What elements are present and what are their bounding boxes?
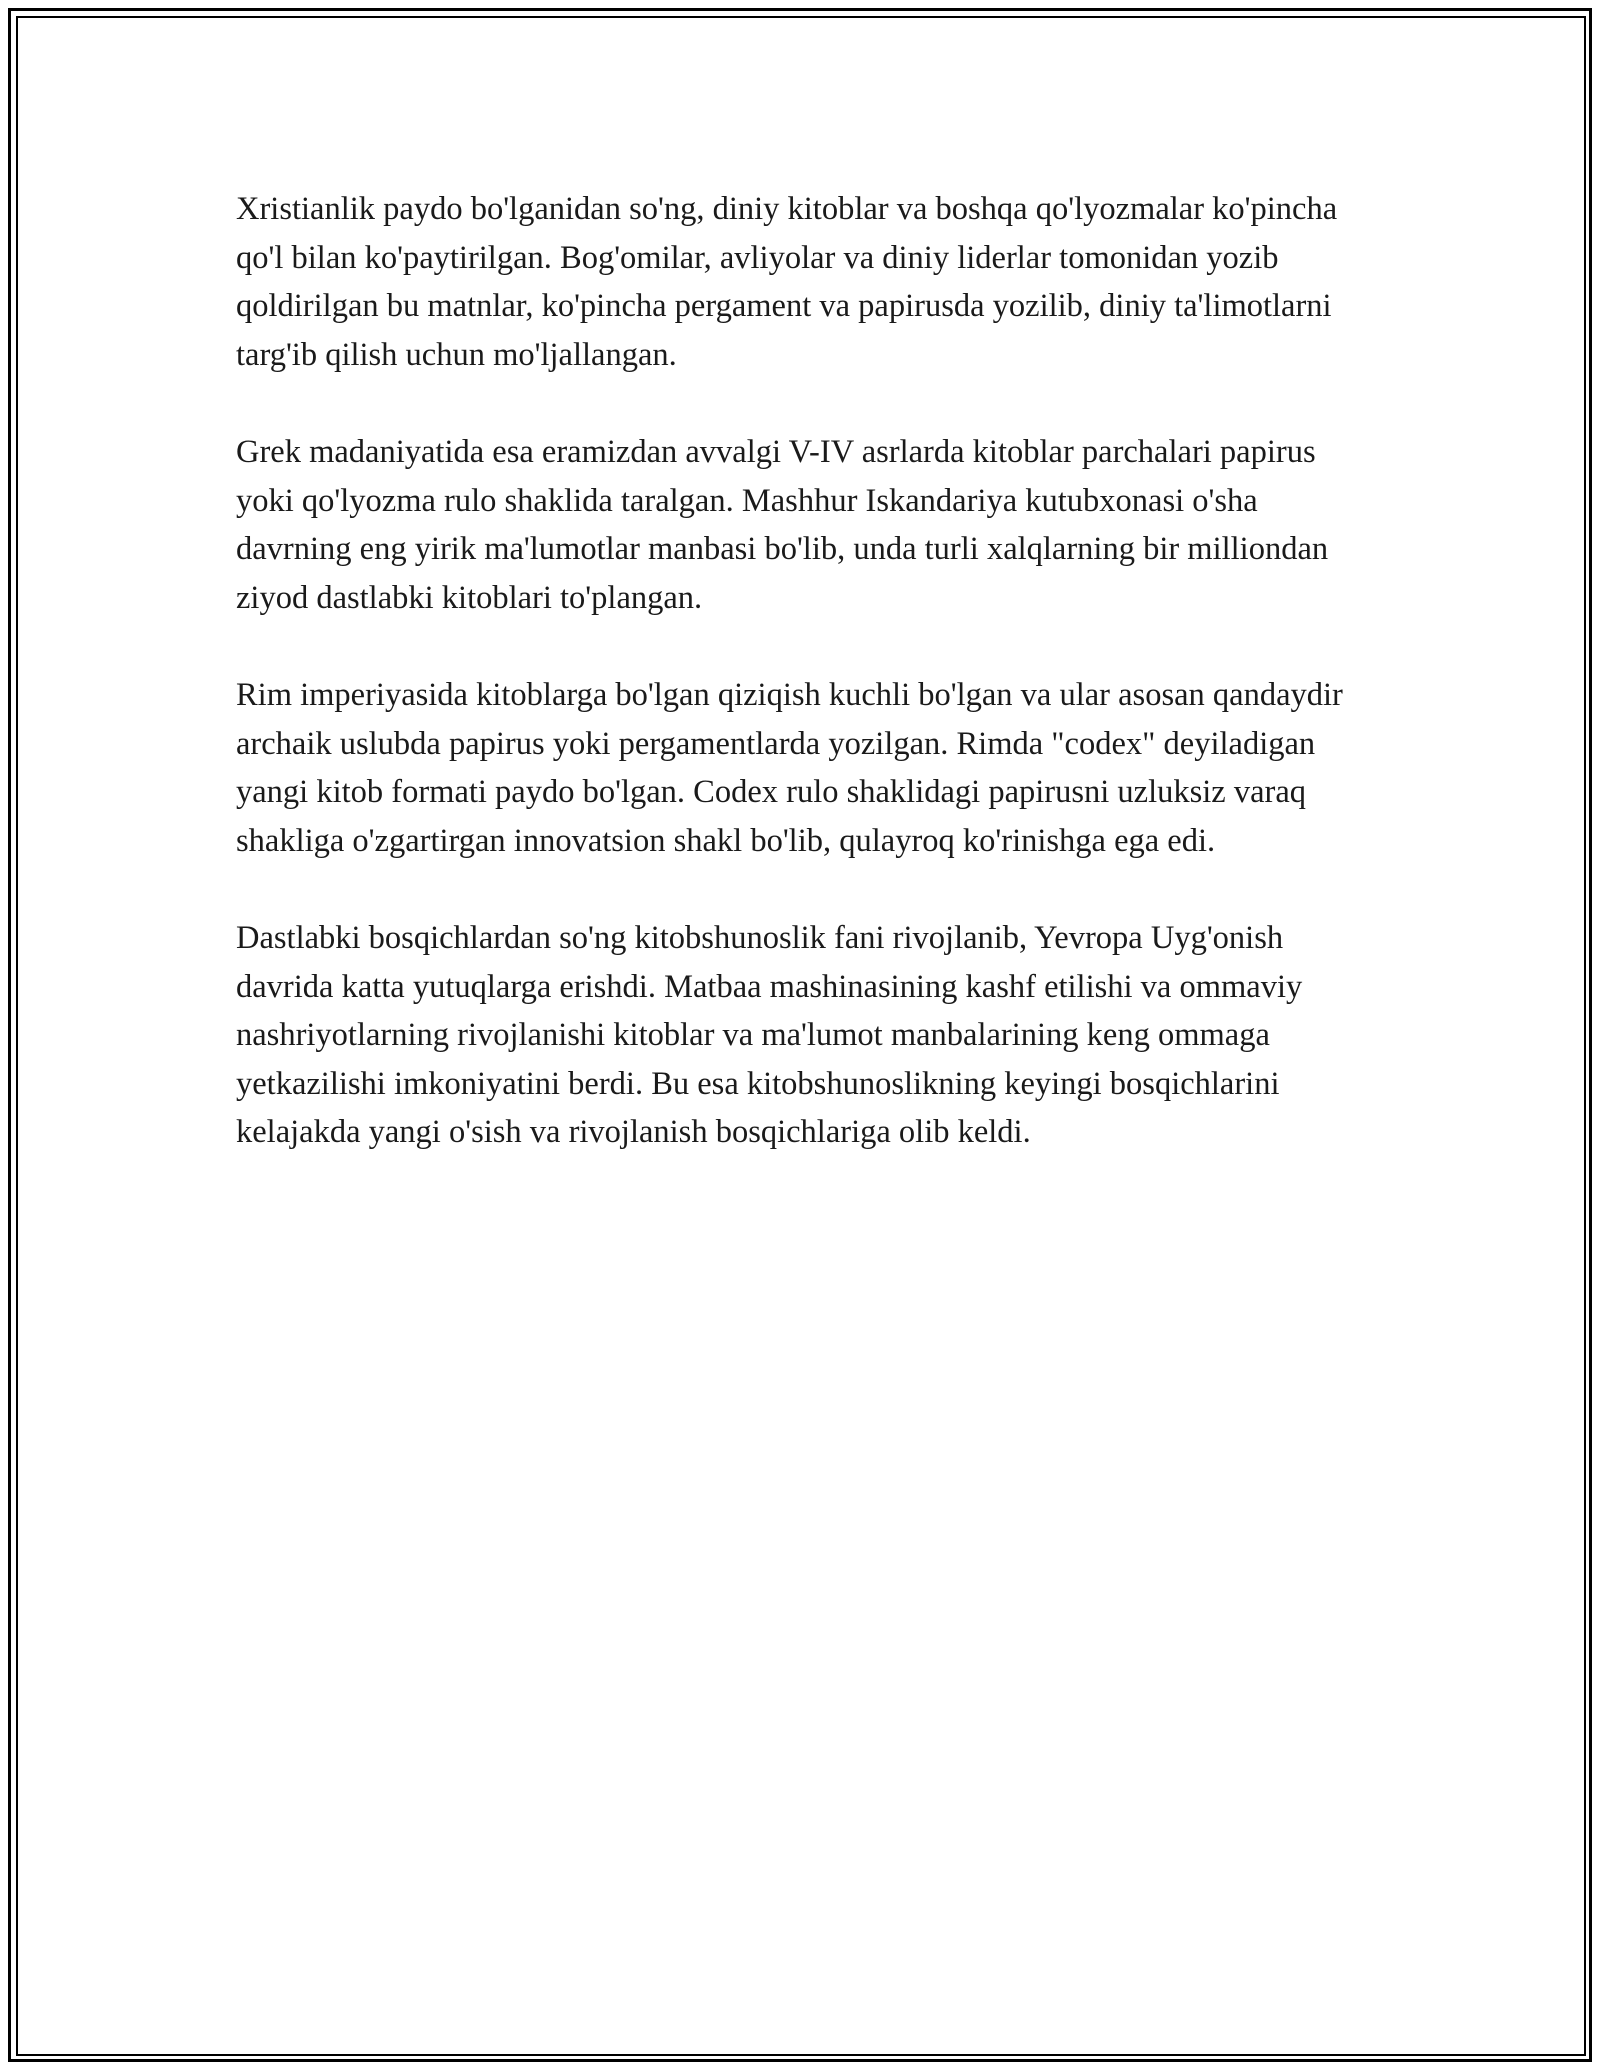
paragraph-renaissance: Dastlabki bosqichlardan so'ng kitobshunoslik fani rivojlanib, Yevropa Uyg'onish davrida katta yutuqlarga erishdi. Matbaa mashinasining kashf etilishi va ommaviy nashriyotlarning rivojlanishi kitoblar va ma'lumot manbalarining keng ommaga yetkazilishi imkoniyatini berdi. Bu esa kitobshunoslikning keyingi bosqichlarini kelajakda yangi o'sish va rivojlanish bosqichlariga olib keldi. [236, 919, 1303, 1151]
paragraph-greek-culture: Grek madaniyatida esa eramizdan avvalgi V-IV asrlarda kitoblar parchalari papirus yoki qo'lyozma rulo shaklida taralgan. Mashhur Iskandariya kutubxonasi o'sha davrning eng yirik ma'lumotlar manbasi bo'lib, unda turli xalqlarning bir milliondan ziyod dastlabki kitoblari to'plangan. [236, 433, 1329, 616]
paragraph-christianity: Xristianlik paydo bo'lganidan so'ng, diniy kitoblar va boshqa qo'lyozmalar ko'pincha qo'l bilan ko'paytirilgan. Bog'omilar, avliyolar va diniy liderlar tomonidan yozib qoldirilgan bu matnlar, ko'pincha pergament va papirusda yozilib, diniy ta'limotlarni targ'ib qilish uchun mo'ljallangan. [236, 191, 1338, 373]
document-body [236, 185, 1356, 1205]
paragraph-roman-empire: Rim imperiyasida kitoblarga bo'lgan qiziqish kuchli bo'lgan va ular asosan qandaydir archaik uslubda papirus yoki pergamentlarda yozilgan. Rimda "codex" deyiladigan yangi kitob formati paydo bo'lgan. Codex rulo shaklidagi papirusni uzluksiz varaq shakliga o'zgartirgan innovatsion shakl bo'lib, qulayroq ko'rinishga ega edi. [236, 676, 1343, 859]
